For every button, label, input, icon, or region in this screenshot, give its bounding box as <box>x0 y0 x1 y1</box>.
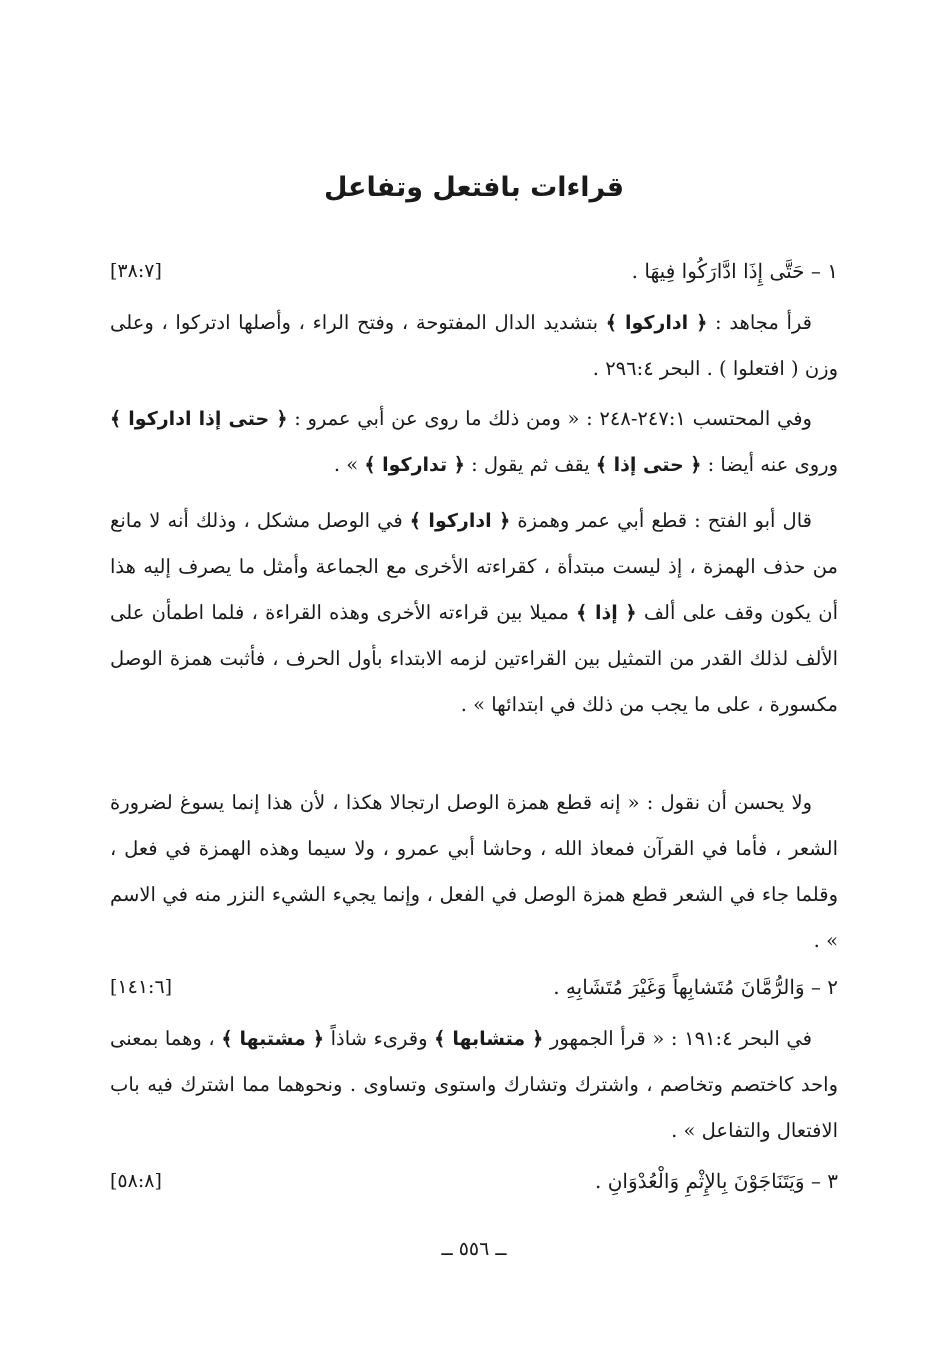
verse-text: ١ – حَتَّى إِذَا ادَّارَكُوا فِيهَا . <box>631 259 838 283</box>
text-run: في الوصل مشكل ، وذلك أنه لا مانع من حذف الهمزة ، إذ ليست مبتدأة ، كقراءته الأخرى مع الجماعة وأمثل ما يصرف إليه هذا أن يكون وقف على ألف <box>110 509 838 624</box>
verse-entry-1 <box>110 254 838 288</box>
text-run: وروى عنه أيضا : <box>701 453 838 476</box>
text-run: وقرىء شاذاً <box>323 1027 435 1050</box>
paragraph-abu-al-fath <box>110 498 838 728</box>
quran-quote: ﴿ حتى إذا اداركوا ﴾ <box>110 408 288 430</box>
text-run: قال أبو الفتح : قطع أبي عمر وهمزة <box>510 509 812 532</box>
text-run: مميلا بين قراءته الأخرى وهذه القراءة ، فلما اطمأن على الألف لذلك القدر من التمثيل بين القراءتين لزمه الابتداء بأول الحرف ، فأثبت همزة الوصل مكسورة ، على ما يجب من ذلك في ابتدائها » . <box>110 601 838 716</box>
quran-quote: ﴿ حتى إذا ﴾ <box>595 454 702 476</box>
verse-reference: [٥٨:٨] <box>110 1170 162 1192</box>
verse-text: ٢ – وَالرُّمَّانَ مُتَشابِهاً وَغَيْرَ مُتَشَابِهِ . <box>553 975 838 999</box>
quran-quote: ﴿ متشابها ﴾ <box>434 1028 544 1050</box>
text-run: ، وهما بمعنى واحد كاختصم وتخاصم ، واشترك وتشارك واستوى وتساوى . ونحوهما مما اشترك فيه باب الافتعال والتفاعل » . <box>110 1027 838 1142</box>
text-run: وفي المحتسب ٢٤٧:١-٢٤٨ : « ومن ذلك ما روى عن أبي عمرو : <box>287 407 812 430</box>
quran-quote: ﴿ اداركوا ﴾ <box>409 510 511 532</box>
verse-reference: [٣٨:٧] <box>110 260 162 282</box>
page-title: قراءات بافتعل وتفاعل <box>323 172 625 203</box>
paragraph-muhtasib <box>110 396 838 488</box>
verse-entry-2 <box>110 970 838 1004</box>
verse-text: ٣ – وَيَتَنَاجَوْنَ بِالإِثْمِ وَالْعُدْوَانِ . <box>595 1169 838 1193</box>
paragraph-al-bahr <box>110 1016 838 1154</box>
document-page <box>110 0 838 1348</box>
quran-quote: ﴿ اداركوا ﴾ <box>605 312 708 334</box>
text-run: ولا يحسن أن نقول : « إنه قطع همزة الوصل ارتجالا هكذا ، لأن هذا إنما يسوغ لضرورة الشعر ، فأما في القرآن فمعاذ الله ، وحاشا أبي عمرو ، ولا سيما وهذه الهمزة في فعل ، وقلما جاء في الشعر قطع همزة الوصل في الفعل ، وإنما يجيء الشيء النزر منه في الاسم » . <box>110 791 838 952</box>
quran-quote: ﴿ إذا ﴾ <box>576 602 637 624</box>
verse-entry-3 <box>110 1164 838 1198</box>
page-number: ــ ٥٥٦ ــ <box>441 1238 507 1260</box>
text-run: » . <box>333 453 365 476</box>
text-run: يقف ثم يقول : <box>464 453 596 476</box>
quran-quote: ﴿ تداركوا ﴾ <box>364 454 465 476</box>
text-run: بتشديد الدال المفتوحة ، وفتح الراء ، وأصلها ادتركوا ، وعلى وزن ( افتعلوا ) . البحر ٢٩٦:٤ . <box>110 311 838 380</box>
paragraph-hamzat-al-wasl <box>110 780 838 964</box>
quran-quote: ﴿ مشتبها ﴾ <box>221 1028 324 1050</box>
text-run: قرأ مجاهد : <box>707 311 812 334</box>
paragraph-mujahid-reading <box>110 300 838 392</box>
text-run: في البحر ١٩١:٤ : « قرأ الجمهور <box>543 1027 812 1050</box>
verse-reference: [١٤١:٦] <box>110 976 173 998</box>
